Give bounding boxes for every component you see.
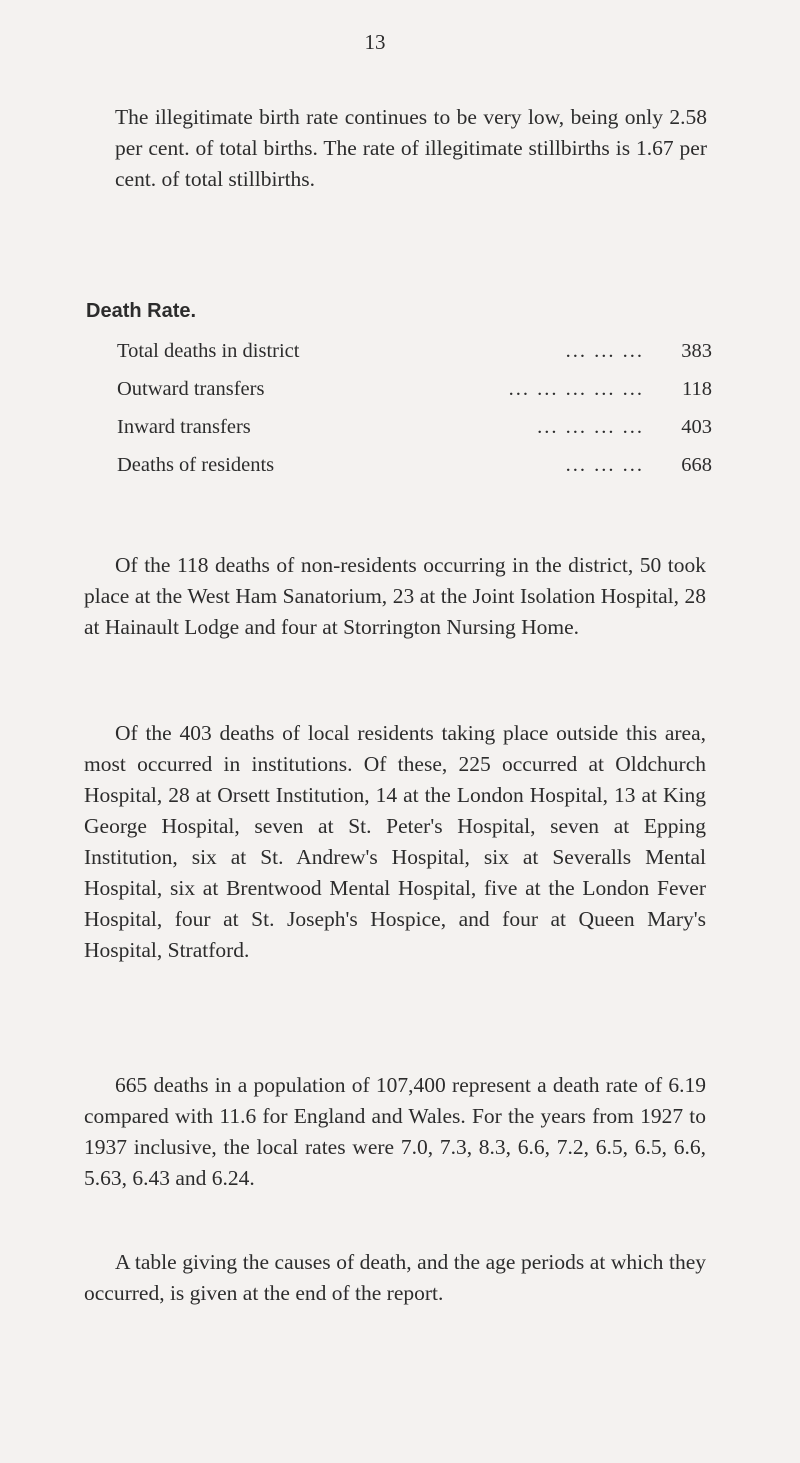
table-row bbox=[117, 416, 712, 454]
row-label: Outward transfers bbox=[117, 378, 265, 400]
population-rate-paragraph: 665 deaths in a population of 107,400 represent a death rate of 6.19 compared with 11.6 for England and Wales. For the years from 1927 to 1937 inclusive, the local rates were 7.0, 7.3, 8.3, 6.6, 7.2, 6.5, 6.5, 6.6, 5.63, 6.43 and 6.24. bbox=[84, 1073, 706, 1190]
death-rate-table bbox=[117, 340, 712, 492]
row-value: 383 bbox=[681, 340, 712, 362]
row-label: Inward transfers bbox=[117, 416, 251, 438]
row-label: Total deaths in district bbox=[117, 340, 300, 362]
leader-dots: ... ... ... ... bbox=[537, 416, 644, 438]
intro-paragraph: The illegitimate birth rate continues to be very low, being only 2.58 per cent. of total births. The rate of illegitimate stillbirths is 1.67 per cent. of total stillbirths. bbox=[115, 105, 707, 191]
table-row bbox=[117, 454, 712, 492]
local-residents-paragraph: Of the 403 deaths of local residents taking place outside this area, most occurred in institutions. Of these, 225 occurred at Oldchurch Hospital, 28 at Orsett Institution, 14 at the London Hospital, 13 at King George Hospital, seven at St. Peter's Hospital, seven at Epping Institution, six at St. Andrew's Hospital, six at Severalls Mental Hospital, six at Brentwood Mental Hospital, five at the London Fever Hospital, four at St. Joseph's Hospice, and four at Queen Mary's Hospital, Stratford. bbox=[84, 721, 706, 962]
section-heading-death-rate: Death Rate. bbox=[86, 300, 197, 322]
causes-table-note-paragraph: A table giving the causes of death, and the age periods at which they occurred, is given at the end of the report. bbox=[84, 1250, 706, 1305]
row-value: 668 bbox=[681, 454, 712, 476]
leader-dots: ... ... ... bbox=[565, 454, 644, 476]
leader-dots: ... ... ... ... ... bbox=[508, 378, 644, 400]
non-residents-paragraph: Of the 118 deaths of non-residents occurring in the district, 50 took place at the West Ham Sanatorium, 23 at the Joint Isolation Hospital, 28 at Hainault Lodge and four at Storrington Nursing Home. bbox=[84, 553, 706, 639]
row-value: 403 bbox=[681, 416, 712, 438]
table-row bbox=[117, 340, 712, 378]
row-label: Deaths of residents bbox=[117, 454, 275, 476]
row-value: 118 bbox=[682, 378, 712, 400]
leader-dots: ... ... ... bbox=[565, 340, 644, 362]
table-row bbox=[117, 378, 712, 416]
page-number: 13 bbox=[364, 30, 386, 54]
